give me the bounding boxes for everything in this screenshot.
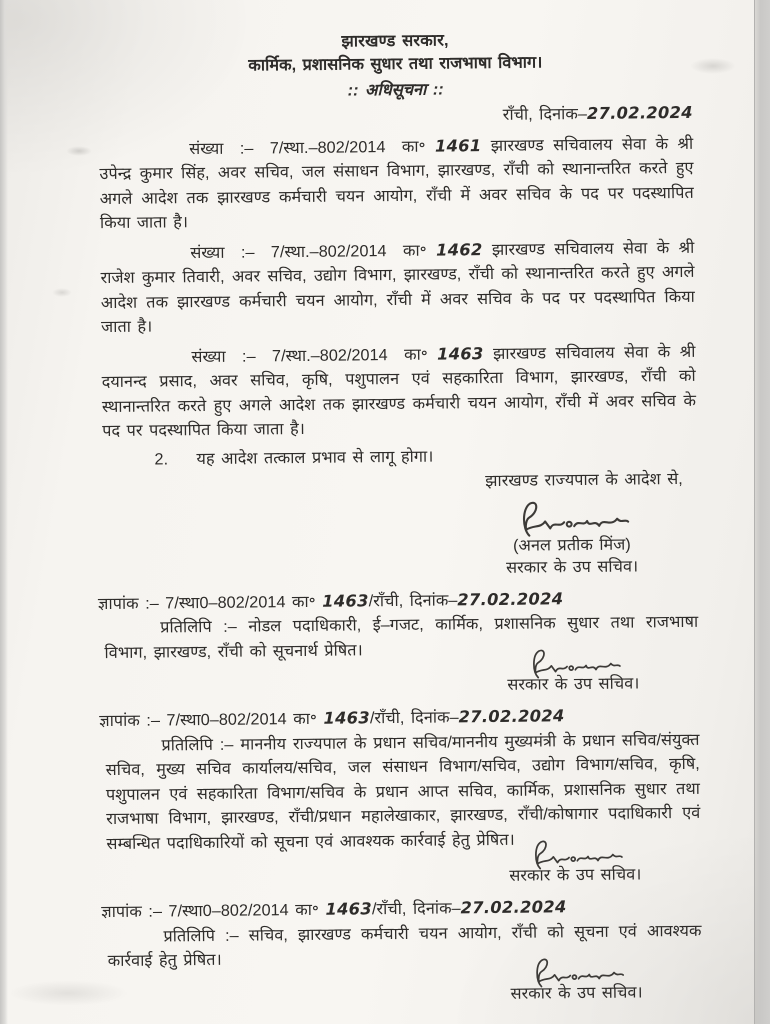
order-body: झारखण्ड सचिवालय सेवा के श्री उपेन्द्र कुमार सिंह, अवर सचिव, जल संसाधन विभाग, झारखण्ड, राँची को स्थानान्तरित करते हुए अगले आदेश तक झारखण्ड कर्मचारी चयन आयोग, राँची में अवर सचिव के पद पर पदस्थापित किया जाता है।: [99, 134, 694, 233]
order-number-prefix: संख्या :– 7/स्था.–802/2014 का॰: [189, 137, 426, 158]
memo-date: 27.02.2024: [457, 588, 564, 609]
memo-place: /राँची, दिनांक–: [368, 590, 458, 610]
order-body: झारखण्ड सचिवालय सेवा के श्री राजेश कुमार तिवारी, अवर सचिव, उद्योग विभाग, झारखण्ड, राँची को स्थानान्तरित करते हुए अगले आदेश तक झारखण्ड कर्मचारी चयन आयोग, राँची में अवर सचिव के पद पर पदस्थापित किया जाता है।: [100, 238, 695, 337]
order-body: झारखण्ड सचिवालय सेवा के श्री दयानन्द प्रसाद, अवर सचिव, कृषि, पशुपालन एवं सहकारिता विभाग, झारखण्ड, राँची को स्थानान्तरित करते हुए अगले आदेश तक झारखण्ड कर्मचारी चयन आयोग, राँची में अवर सचिव के पद पर पदस्थापित किया जाता है।: [101, 342, 696, 441]
order-paragraph-1463: [101, 339, 696, 443]
memo-prefix: ज्ञापांक :– 7/स्था0–802/2014 का॰: [97, 592, 316, 613]
clause-text: यह आदेश तत्काल प्रभाव से लागू होगा।: [196, 447, 434, 468]
memo-place: /राँची, दिनांक–: [369, 708, 459, 728]
order-serial: 1461: [434, 135, 482, 156]
order-serial: 1462: [435, 239, 483, 260]
government-name: झारखण्ड सरकार,: [341, 31, 449, 51]
notification-document: [98, 27, 702, 1009]
memo-prefix: ज्ञापांक :– 7/स्था0–802/2014 का॰: [99, 709, 317, 731]
memo-serial: 1463: [323, 708, 371, 728]
smudge-mark: [66, 146, 92, 156]
memo-place: /राँची, दिनांक–: [371, 899, 461, 919]
memo-serial: 1463: [322, 590, 369, 611]
copy-paragraph-3: प्रतिलिपि :– सचिव, झारखण्ड कर्मचारी चयन आयोग, राँची को सूचना एवं आवश्यक कार्रवाई हेतु प्रेषित।: [107, 921, 702, 971]
place-date-prefix: राँची, दिनांक–: [502, 104, 587, 124]
paper-right-edge: [754, 0, 770, 1024]
department-name: कार्मिक, प्रशासनिक सुधार तथा राजभाषा विभाग।: [248, 53, 543, 75]
smudge-mark: [690, 58, 736, 74]
signatory-designation: सरकार के उप सचिव।: [505, 556, 639, 577]
order-paragraph-1461: [99, 131, 694, 235]
order-paragraph-1462: [100, 235, 695, 339]
signatory-designation: सरकार के उप सचिव।: [507, 674, 640, 694]
memo-date: 27.02.2024: [458, 706, 565, 727]
smudge-mark: [52, 288, 72, 297]
paper-left-edge: [0, 0, 8, 1024]
signatory-designation: सरकार के उप सचिव।: [509, 865, 642, 885]
memo-prefix: ज्ञापांक :– 7/स्था0–802/2014 का॰: [101, 900, 319, 922]
notification-title: :: अधिसूचना ::: [347, 80, 444, 100]
copy-paragraph-2: प्रतिलिपि :– माननीय राज्यपाल के प्रधान सचिव/माननीय मुख्यमंत्री के प्रधान सचिव/संयुक्त सचिव, मुख्य सचिव कार्यालय/सचिव, जल संसाधन विभाग/सचिव, उद्योग विभाग/सचिव, कृषि, पशुपालन एवं सहकारिता विभाग/सचिव के प्रधान आप्त सचिव, कार्मिक, प्रशासनिक सुधार तथा राजभाषा विभाग, झारखण्ड, राँची/प्रधान महालेखाकार, झारखण्ड, राँची/कोषागार पदाधिकारी एवं सम्बन्धित पदाधिकारियों को सूचना एवं आवश्यक कार्रवाई हेतु प्रेषित।: [105, 730, 701, 853]
copy-paragraph-1: प्रतिलिपि :– नोडल पदाधिकारी, ई–गजट, कार्मिक, प्रशासनिक सुधार तथा राजभाषा विभाग, झारखण्ड, राँची को सूचनार्थ प्रेषित।: [104, 612, 699, 662]
signature-block-2: [455, 643, 691, 696]
clause-number: 2.: [154, 449, 169, 469]
order-number-prefix: संख्या :– 7/स्था.–802/2014 का॰: [191, 345, 428, 366]
memo-date: 27.02.2024: [460, 897, 567, 918]
memo-serial: 1463: [325, 899, 373, 919]
signature-block-1: [454, 493, 690, 578]
order-serial: 1463: [437, 343, 484, 364]
signature-block-4: [459, 951, 695, 1004]
issue-date: 27.02.2024: [586, 102, 693, 123]
place-date-line: [99, 101, 693, 132]
document-header: [98, 27, 693, 105]
signatory-designation: सरकार के उप सचिव।: [510, 982, 643, 1003]
by-order-line: झारखण्ड राज्यपाल के आदेश से,: [485, 470, 683, 491]
signatory-name: (अनल प्रतीक मिंज): [512, 535, 631, 555]
order-number-prefix: संख्या :– 7/स्था.–802/2014 का॰: [190, 241, 427, 262]
